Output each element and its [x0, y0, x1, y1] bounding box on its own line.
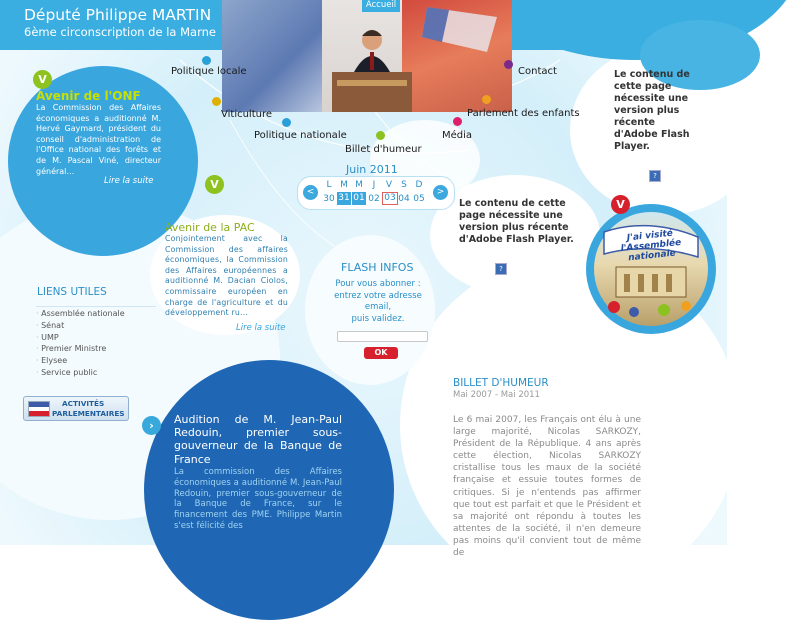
link-label: UMP [41, 332, 59, 342]
bullet: · [36, 367, 42, 377]
links-title: LIENS UTILES [37, 286, 107, 298]
activites-line2: PARLEMENTAIRES [52, 408, 125, 418]
flash-plugin-notice-right [614, 69, 714, 153]
pac-body: Conjointement avec la Commission des affaires économiques, la Commission des Affaires européennes a auditionné M. Dacian Ciolos, commissaire européen en charge de l'agriculture et du développement ru… [165, 234, 288, 318]
link-assemblee[interactable] [36, 309, 125, 321]
link-service-public[interactable] [36, 368, 125, 380]
flash-prompt-line: Pour vous abonner : [335, 279, 421, 289]
bullet: · [36, 332, 42, 342]
site-title[interactable]: Député Philippe MARTIN [24, 6, 212, 24]
nav-dot-media [453, 117, 462, 126]
flash-plugin-notice-center [459, 198, 589, 246]
flash-prompt-line: entrez votre adresse [334, 290, 422, 301]
audition-arrow-icon[interactable]: › [142, 416, 161, 435]
links-divider [36, 306, 156, 307]
nav-dot-contact [504, 60, 513, 69]
flash-plugin-icon[interactable]: ? [649, 170, 661, 182]
nav-politique-locale[interactable]: Politique locale [171, 66, 247, 77]
link-elysee[interactable] [36, 356, 125, 368]
nav-dot-parlement [482, 95, 491, 104]
calendar-widget [297, 176, 455, 210]
deputy-figure [332, 10, 412, 112]
link-premier-ministre[interactable] [36, 344, 125, 356]
activites-line1: ACTIVITÉS [62, 399, 105, 408]
notice-line: version plus récente [459, 222, 569, 233]
link-label: Assemblée nationale [41, 309, 125, 318]
visite-badge: V [611, 195, 630, 214]
onf-title[interactable]: Avenir de l'ONF [36, 89, 141, 103]
billet-dates: Mai 2007 - Mai 2011 [453, 390, 540, 400]
calendar-dates-row [319, 192, 429, 206]
bullet: · [36, 320, 42, 330]
pac-read-more[interactable]: Lire la suite [236, 323, 286, 333]
calendar-date[interactable]: 05 [413, 194, 425, 204]
logo-stripe-red [29, 411, 49, 416]
visite-caption: J'ai visité l'Assemblée nationale [620, 228, 682, 264]
billet-title[interactable]: BILLET D'HUMEUR [453, 377, 549, 389]
notice-line: d'Adobe Flash [614, 129, 690, 140]
calendar-date-today[interactable]: 03 [382, 192, 398, 205]
notice-line: version plus [614, 105, 680, 116]
assemblee-logo-icon [28, 401, 50, 417]
newsletter-email-input[interactable] [337, 331, 428, 342]
flash-prompt-line: puis validez. [351, 313, 405, 324]
visite-bubble[interactable] [586, 204, 716, 334]
site-subtitle: 6ème circonscription de la Marne [24, 25, 216, 39]
notice-line: nécessite une [614, 93, 689, 104]
calendar-prev-button[interactable]: < [303, 185, 318, 200]
flash-prompt [322, 279, 434, 325]
calendar-day: V [385, 180, 393, 190]
notice-line: d'Adobe Flash Player. [459, 234, 574, 245]
notice-line: page nécessite une [459, 210, 563, 221]
calendar-next-button[interactable]: > [433, 185, 448, 200]
link-label: Premier Ministre [41, 344, 107, 354]
link-label: Elysee [41, 356, 68, 366]
calendar-date-active[interactable]: 01 [353, 193, 365, 203]
link-label: Service public [41, 367, 98, 377]
calendar-date[interactable]: 30 [323, 194, 335, 204]
nav-politique-nationale[interactable]: Politique nationale [254, 130, 347, 141]
pac-badge: V [205, 175, 224, 194]
newsletter-ok-button[interactable]: OK [364, 347, 398, 359]
audition-body: La commission des Affaires économiques a auditionné M. Jean-Paul Redouin, premier sous-gouverneur de la Banque de France, sur le financement des PME. Philippe Martin s'est félicité des [174, 467, 342, 531]
activites-label [52, 399, 125, 418]
bullet: · [36, 344, 42, 354]
notice-line: Player. [614, 141, 650, 152]
nav-dot-billet [376, 131, 385, 140]
visite-illustration [594, 212, 708, 326]
nav-billet-humeur[interactable]: Billet d'humeur [345, 144, 422, 155]
notice-line: cette page [614, 81, 672, 92]
calendar-day: S [401, 180, 407, 190]
nav-contact[interactable]: Contact [518, 66, 557, 77]
link-ump[interactable] [36, 333, 125, 345]
nav-dot-viticulture [212, 97, 221, 106]
bullet: · [36, 356, 42, 366]
nav-viticulture[interactable]: Viticulture [221, 109, 273, 120]
activites-parlementaires-button[interactable] [23, 396, 129, 421]
nav-media[interactable]: Média [442, 130, 473, 141]
nav-parlement-enfants[interactable]: Parlement des enfants [467, 108, 580, 119]
notice-line: récente [614, 117, 655, 128]
flag-graphic [417, 2, 507, 62]
bullet: · [36, 309, 42, 318]
calendar-day: M [340, 180, 348, 190]
nav-dot-politique-locale [202, 56, 211, 65]
nav-dot-politique-nationale [282, 118, 291, 127]
onf-read-more[interactable]: Lire la suite [104, 176, 154, 186]
flash-plugin-icon[interactable]: ? [495, 263, 507, 275]
calendar-date-active[interactable]: 31 [338, 193, 350, 203]
link-label: Sénat [41, 320, 65, 330]
calendar-day: J [372, 180, 376, 190]
link-senat[interactable] [36, 321, 125, 333]
flash-title: FLASH INFOS [341, 261, 414, 274]
notice-line: Le contenu de [614, 69, 690, 80]
header-photo [222, 0, 512, 112]
nav-accueil[interactable]: Accueil [362, 0, 400, 12]
onf-badge: V [33, 70, 52, 89]
flash-prompt-line: email, [364, 302, 392, 312]
onf-body: La Commission des Affaires économiques a auditionné M. Hervé Gaymard, président du conseil d'administration de l'Office national des forêts et de M. Pascal Viné, directeur général… [36, 103, 161, 176]
pac-title[interactable]: Avenir de la PAC [165, 221, 255, 234]
calendar-date[interactable]: 04 [398, 194, 410, 204]
calendar-day: D [415, 180, 423, 190]
audition-title[interactable]: Audition de M. Jean-Paul Redouin, premier sous-gouverneur de la Banque de France [174, 413, 342, 466]
calendar-day: L [326, 180, 332, 190]
calendar-day: M [355, 180, 363, 190]
links-list [36, 309, 125, 380]
calendar-date[interactable]: 02 [368, 194, 380, 204]
calendar-title: Juin 2011 [346, 163, 398, 176]
billet-body: Le 6 mai 2007, les Français ont élu à une large majorité, Nicolas SARKOZY, Président de la République. 4 ans après cette élection, Nicolas SARKOZY cristallise tous les maux de la société française et essuie toutes formes de critiques. Si je n'entends pas affirmer que tout est parfait et que le Président et sa majorité ont répondu à toutes les attentes de la société, il n'en demeure pas moins qu'il convient tout de même de [453, 415, 641, 559]
photo-blue-panel [222, 0, 322, 112]
notice-line: Le contenu de cette [459, 198, 566, 209]
